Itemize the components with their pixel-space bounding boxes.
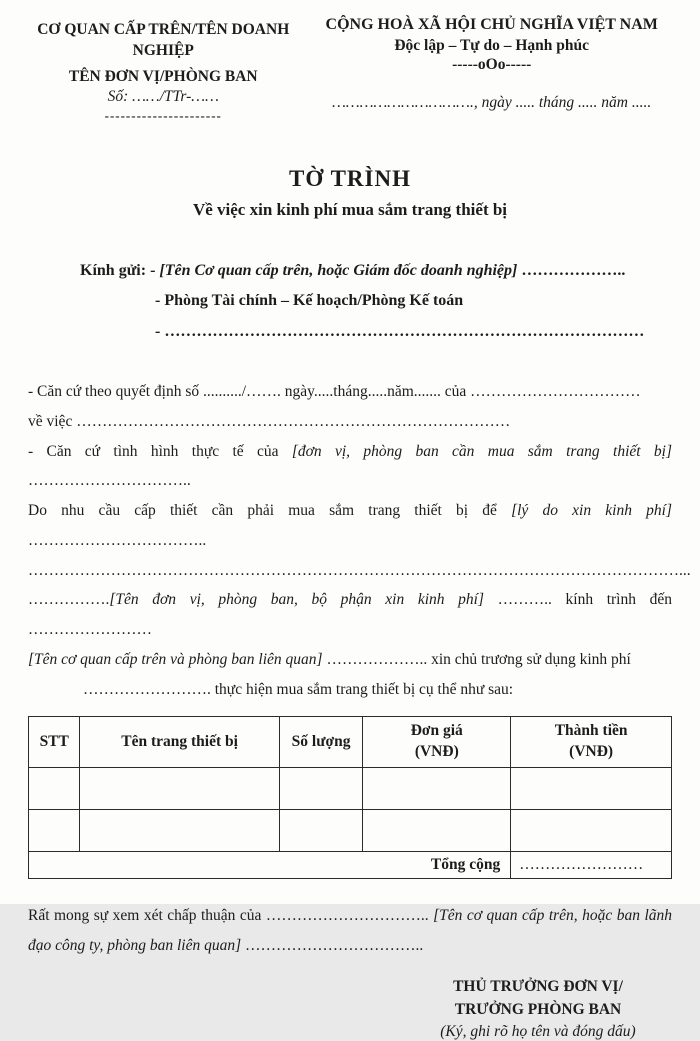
body-line-7-text: ……………….. xin chủ trương sử dụng kinh phí [322, 650, 631, 668]
cell-don-gia-2 [363, 810, 511, 852]
cell-so-luong-2 [279, 810, 363, 852]
requesting-unit-placeholder: [Tên đơn vị, phòng ban, bộ phận xin kinh phí] [109, 591, 485, 609]
unit-name: TÊN ĐƠN VỊ/PHÒNG BAN [68, 67, 258, 85]
table-row [29, 768, 672, 810]
body-line-6-dots-lead: ……………. [28, 591, 110, 609]
signature-note: (Ký, ghi rõ họ tên và đóng dấu) [440, 1023, 636, 1041]
reason-placeholder: [lý do xin kinh phí] [511, 502, 672, 520]
dash-divider: ---------------------- [104, 107, 222, 123]
cell-stt-1 [29, 768, 80, 810]
title-block [28, 166, 672, 220]
equipment-table [28, 716, 672, 879]
recipient-line-3: - ……………………………………………………………………………… [155, 322, 645, 340]
body-line-6-text: ……….. kính trình đến …………………… [28, 591, 673, 639]
body-block [28, 377, 691, 704]
superior-org-name: CƠ QUAN CẤP TRÊN/TÊN DOANH NGHIỆP [37, 21, 290, 59]
body-line-6 [28, 585, 672, 645]
recipient-line-1 [28, 256, 672, 286]
ooo-separator: -----oOo----- [452, 56, 532, 73]
recipient-dots: ……………….. [517, 261, 626, 279]
don-gia-unit: (VNĐ) [414, 743, 459, 761]
cell-ten-1 [80, 768, 279, 810]
signer-title-1: THỦ TRƯỞNG ĐƠN VỊ/ [453, 977, 623, 995]
place-date-line: …………………………., ngày ..... tháng ..... năm ..... [332, 94, 652, 111]
signer-title-2: TRƯỞNG PHÒNG BAN [454, 1000, 622, 1018]
recipient-placeholder: [Tên Cơ quan cấp trên, hoặc Giám đốc doanh nghiệp] [159, 261, 518, 279]
cell-thanh-tien-1 [511, 768, 672, 810]
document-header [28, 16, 672, 124]
recipients-block [28, 256, 672, 347]
body-line-1: - Căn cứ theo quyết định số ........../……. ngày.....tháng.....năm....... của …………………………… [28, 383, 641, 401]
kinh-gui-label: Kính gửi: - [80, 261, 160, 279]
body-line-3-text: - Căn cứ tình hình thực tế của [28, 442, 292, 460]
body-line-3 [28, 437, 672, 497]
national-motto: Độc lập – Tự do – Hạnh phúc [394, 37, 590, 54]
cell-ten-2 [80, 810, 279, 852]
table-total-row [29, 852, 672, 879]
body-line-4 [28, 496, 672, 556]
body-line-7 [28, 645, 672, 675]
cell-don-gia-1 [363, 768, 511, 810]
table-row [29, 810, 672, 852]
approver-placeholder: [Tên cơ quan cấp trên, hoặc ban lãnh đạo công ty, phòng ban liên quan] [28, 907, 673, 954]
closing-text: Rất mong sự xem xét chấp thuận của ………………………….. [28, 907, 434, 925]
body-line-2: về việc ………………………………………………………………………… [28, 412, 511, 430]
body-line-5: ………………………………………………………………………………………………………………... [28, 561, 691, 579]
cell-thanh-tien-2 [511, 810, 672, 852]
total-value: …………………… [511, 852, 672, 879]
cell-so-luong-1 [279, 768, 363, 810]
closing-dots: …………………………….. [241, 936, 424, 954]
col-header-stt: STT [29, 717, 80, 768]
table-header-row [29, 717, 672, 768]
document-subtitle: Về việc xin kinh phí mua sắm trang thiết bị [192, 199, 508, 219]
col-header-thanh-tien [511, 717, 672, 768]
document-title: TỜ TRÌNH [289, 165, 411, 191]
issuing-org-block [28, 16, 298, 124]
body-line-4-text: Do nhu cầu cấp thiết cần phải mua sắm trang thiết bị để [28, 502, 512, 520]
col-header-ten: Tên trang thiết bị [80, 717, 279, 768]
total-label: Tổng cộng [29, 852, 511, 879]
document-number-line: Số: ……/TTr-…… [107, 87, 219, 105]
unit-placeholder: [đơn vị, phòng ban cần mua sắm trang thiết bị] [291, 442, 672, 460]
national-motto-block [311, 16, 672, 112]
body-line-4-dots: …………………………….. [28, 531, 207, 549]
cell-stt-2 [29, 810, 80, 852]
closing-paragraph [28, 901, 672, 961]
signature-block [388, 975, 688, 1041]
superior-org-placeholder: [Tên cơ quan cấp trên và phòng ban liên quan] [28, 650, 323, 668]
thanh-tien-label: Thành tiền [554, 722, 628, 740]
body-line-3-dots: ………………………….. [28, 472, 191, 490]
col-header-so-luong: Số lượng [279, 717, 363, 768]
recipient-line-2: - Phòng Tài chính – Kế hoạch/Phòng Kế toán [155, 292, 464, 310]
thanh-tien-unit: (VNĐ) [569, 743, 614, 761]
body-line-8: ……………………. thực hiện mua sắm trang thiết bị cụ thể như sau: [83, 680, 514, 698]
col-header-don-gia [363, 717, 511, 768]
national-title: CỘNG HOÀ XÃ HỘI CHỦ NGHĨA VIỆT NAM [325, 16, 658, 33]
don-gia-label: Đơn giá [410, 722, 463, 740]
